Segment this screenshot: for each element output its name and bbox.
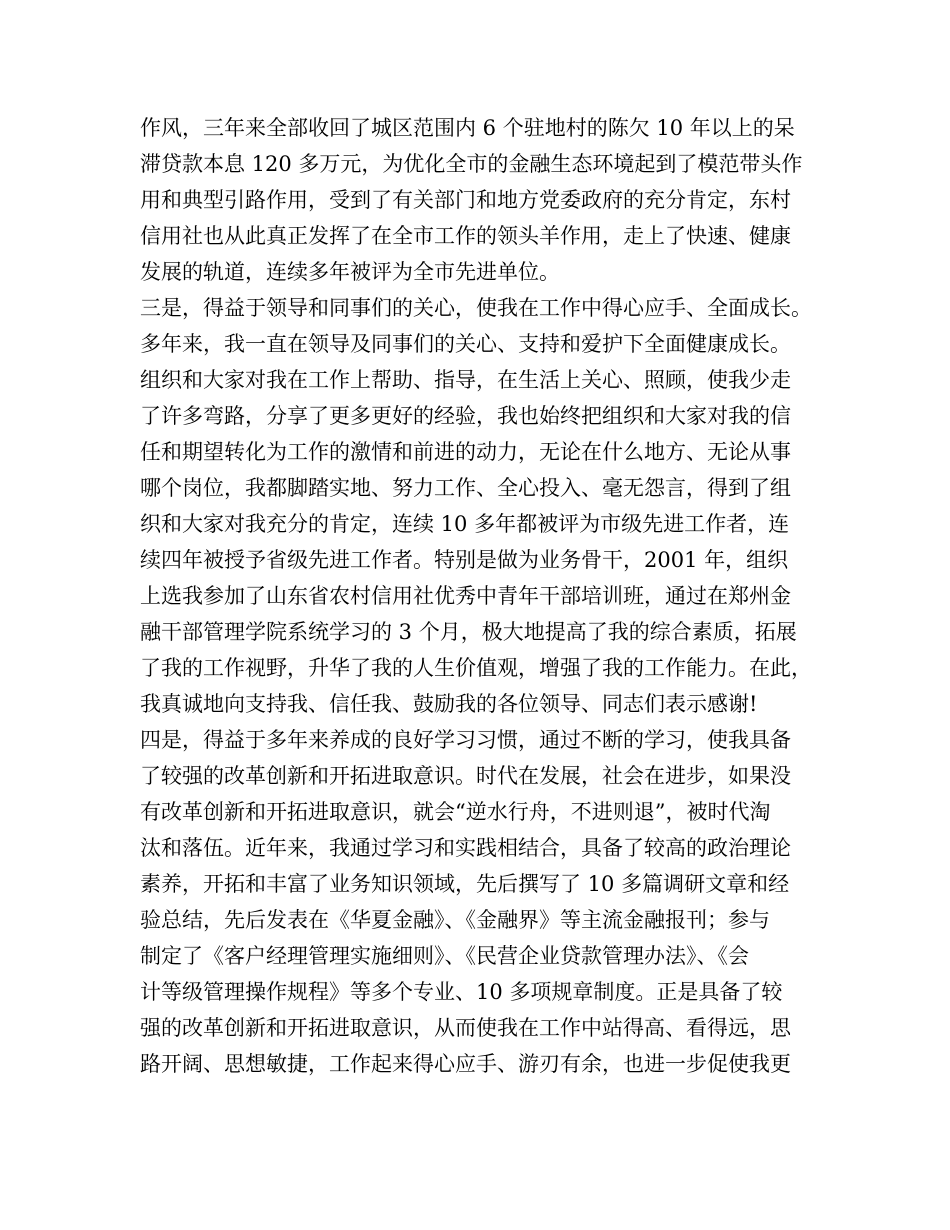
document-body: [140, 110, 830, 1082]
text-line: 了许多弯路，分享了更多更好的经验，我也始终把组织和大家对我的信: [140, 404, 791, 428]
text-line: 制定了《客户经理管理实施细则》、《民营企业贷款管理办法》、《会: [140, 944, 749, 968]
text-line: 信用社也从此真正发挥了在全市工作的领头羊作用，走上了快速、健康: [140, 224, 791, 248]
text-line: 三是，得益于领导和同事们的关心，使我在工作中得心应手、全面成长。: [140, 296, 812, 320]
text-line: 验总结，先后发表在《华夏金融》、《金融界》等主流金融报刊；参与: [140, 908, 770, 932]
text-line: 四是，得益于多年来养成的良好学习习惯，通过不断的学习，使我具备: [140, 728, 791, 752]
text-line: 织和大家对我充分的肯定，连续 10 多年都被评为市级先进工作者，连: [140, 512, 790, 536]
text-line: 任和期望转化为工作的激情和前进的动力，无论在什么地方、无论从事: [140, 440, 791, 464]
text-line: 哪个岗位，我都脚踏实地、努力工作、全心投入、毫无怨言，得到了组: [140, 476, 791, 500]
text-line: 路开阔、思想敏捷，工作起来得心应手、游刃有余，也进一步促使我更: [140, 1052, 791, 1076]
text-line: 计等级管理操作规程》等多个专业、10 多项规章制度。正是具备了较: [140, 980, 783, 1004]
text-line: 融干部管理学院系统学习的 3 个月，极大地提高了我的综合素质，拓展: [140, 620, 797, 644]
text-line: 上选我参加了山东省农村信用社优秀中青年干部培训班，通过在郑州金: [140, 584, 791, 608]
text-line: 了较强的改革创新和开拓进取意识。时代在发展，社会在进步，如果没: [140, 764, 791, 788]
text-line: 组织和大家对我在工作上帮助、指导，在生活上关心、照顾，使我少走: [140, 368, 791, 392]
text-line: 了我的工作视野，升华了我的人生价值观，增强了我的工作能力。在此，: [140, 656, 812, 680]
text-line: 用和典型引路作用，受到了有关部门和地方党委政府的充分肯定，东村: [140, 188, 791, 212]
text-line: 续四年被授予省级先进工作者。特别是做为业务骨干，2001 年，组织: [140, 548, 789, 572]
text-line: 有改革创新和开拓进取意识，就会“逆水行舟，不进则退”，被时代淘: [140, 800, 771, 824]
text-line: 我真诚地向支持我、信任我、鼓励我的各位领导、同志们表示感谢!: [140, 692, 758, 716]
text-line: 汰和落伍。近年来，我通过学习和实践相结合，具备了较高的政治理论: [140, 836, 791, 860]
text-line: 多年来，我一直在领导及同事们的关心、支持和爱护下全面健康成长。: [140, 332, 791, 356]
text-line: 滞贷款本息 120 多万元，为优化全市的金融生态环境起到了模范带头作: [140, 152, 803, 176]
text-line: 发展的轨道，连续多年被评为全市先进单位。: [140, 260, 560, 284]
text-line: 素养，开拓和丰富了业务知识领域，先后撰写了 10 多篇调研文章和经: [140, 872, 790, 896]
text-line: 作风，三年来全部收回了城区范围内 6 个驻地村的陈欠 10 年以上的呆: [140, 116, 795, 140]
text-line: 强的改革创新和开拓进取意识，从而使我在工作中站得高、看得远，思: [140, 1016, 791, 1040]
